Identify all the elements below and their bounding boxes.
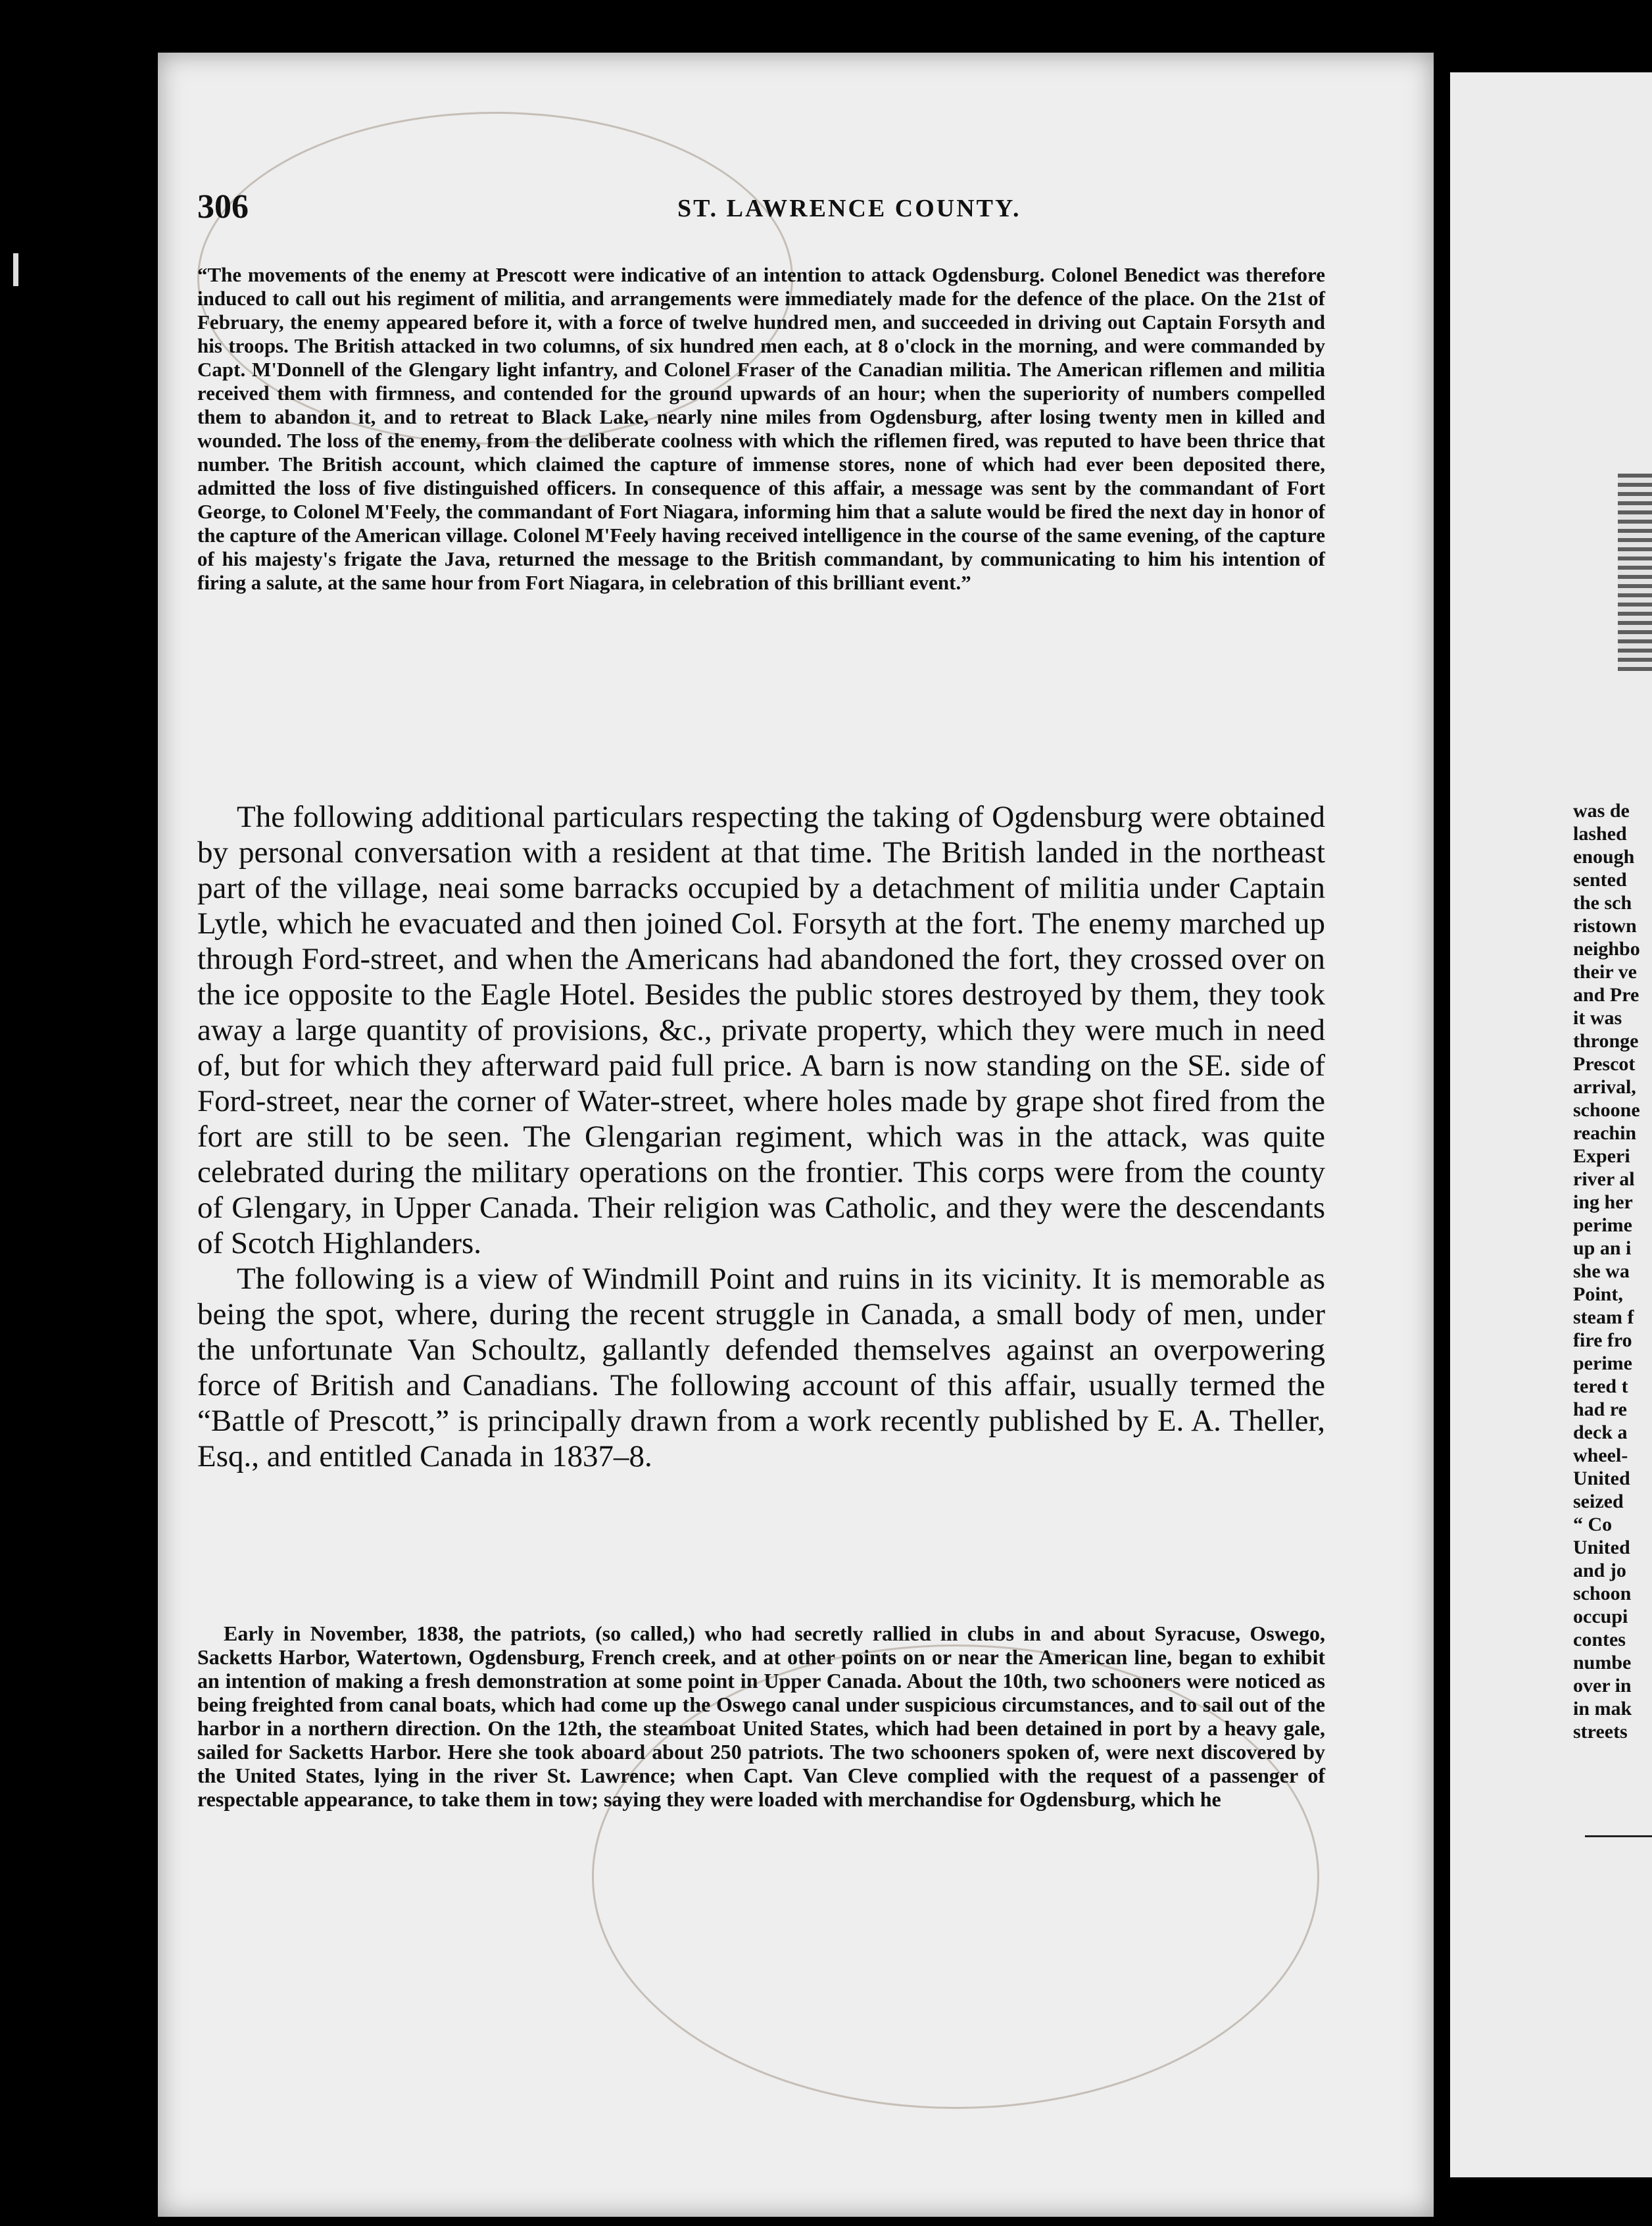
adjacent-line-fragment: had re — [1573, 1398, 1627, 1420]
running-title: ST. LAWRENCE COUNTY. — [677, 195, 1021, 222]
adjacent-line-fragment: river al — [1573, 1168, 1635, 1190]
adjacent-line-fragment: neighbo — [1573, 938, 1640, 960]
adjacent-line-fragment: and jo — [1573, 1560, 1626, 1581]
adjacent-line-fragment: numbe — [1573, 1652, 1632, 1673]
small-print-paragraph: Early in November, 1838, the patriots, (so called,) who had secretly rallied in clubs in and about Syracuse, Oswego, Sacketts Harbor, Watertown, Ogdensburg, French creek, and at other points on or near the American line, began to exhibit an intention of making a fresh demonstration at some point in Upper Canada. About the 10th, two schooners were noticed as being freighted from canal boats, which had come up the Oswego canal under suspicious circumstances, and to sail out of the harbor in a northern direction. On the 12th, the steamboat United States, which had been detained in port by a heavy gale, sailed for Sacketts Harbor. Here she took aboard about 250 patriots. The two schooners spoken of, were next discovered by the United States, lying in the river St. Lawrence; when Capt. Van Cleve complied with the request of a passenger of respectable appearance, to take them in tow; saying they were loaded with merchandise for Ogdensburg, which he — [197, 1621, 1325, 1811]
main-text — [197, 799, 1325, 1474]
adjacent-line-fragment: occupi — [1573, 1606, 1628, 1627]
adjacent-line-fragment: up an i — [1573, 1237, 1632, 1259]
adjacent-page-illustration — [1618, 474, 1652, 671]
quoted-passage: “The movements of the enemy at Prescott were indicative of an intention to attack Ogdensburg. Colonel Benedict was therefore induced to call out his regiment of militia, and arrangements were immediately made for the defence of the place. On the 21st of February, the enemy appeared before it, with a force of twelve hundred men, and succeeded in driving out Captain Forsyth and his troops. The British attacked in two columns, of six hundred men each, at 8 o'clock in the morning, and were commanded by Capt. M'Donnell of the Glengary light infantry, and Colonel Fraser of the Canadian militia. The American riflemen and militia received them with firmness, and contended for the ground upwards of an hour; when the superiority of numbers compelled them to abandon it, and to retreat to Black Lake, nearly nine miles from Ogdensburg, after losing twenty men in killed and wounded. The loss of the enemy, from the deliberate coolness with which the riflemen fired, was reputed to have been thrice that number. The British account, which claimed the capture of immense stores, none of which had ever been deposited there, admitted the loss of five distinguished officers. In consequence of this affair, a message was sent by the commandant of Fort George, to Colonel M'Feely, the commandant of Fort Niagara, informing him that a salute would be fired the next day in honor of the capture of the American village. Colonel M'Feely having received intelligence in the course of the same evening, of the capture of his majesty's frigate the Java, returned the message to the British commandant, by communicating to him his intention of firing a salute, at the same hour from Fort Niagara, in celebration of this brilliant event.” — [197, 263, 1325, 594]
page-header — [197, 187, 1342, 227]
adjacent-line-fragment: enough — [1573, 846, 1635, 868]
adjacent-line-fragment: lashed — [1573, 823, 1627, 845]
adjacent-line-fragment: tered t — [1573, 1375, 1628, 1397]
adjacent-line-fragment: fire fro — [1573, 1329, 1632, 1351]
adjacent-line-fragment: thronge — [1573, 1030, 1639, 1052]
adjacent-line-fragment: United — [1573, 1468, 1630, 1489]
adjacent-line-fragment: ing her — [1573, 1191, 1633, 1213]
adjacent-line-fragment: Prescot — [1573, 1053, 1636, 1075]
adjacent-line-fragment: deck a — [1573, 1422, 1628, 1443]
adjacent-line-fragment: arrival, — [1573, 1076, 1636, 1098]
paragraph-windmill-point: The following is a view of Windmill Point and ruins in its vicinity. It is memorable as being the spot, where, during the recent struggle in Canada, a small body of men, under the unfortunate Van Schoultz, gallantly defended themselves against an overpowering force of British and Canadians. The following account of this affair, usually termed the “Battle of Prescott,” is principally drawn from a work recently published by E. A. Theller, Esq., and entitled Canada in 1837–8. — [197, 1262, 1325, 1473]
adjacent-line-fragment: “ Co — [1573, 1514, 1613, 1535]
footnote-rule — [1585, 1835, 1652, 1837]
adjacent-line-fragment: streets — [1573, 1721, 1628, 1743]
adjacent-line-fragment: Point, — [1573, 1283, 1623, 1305]
left-margin-mark — [13, 253, 18, 286]
page-number: 306 — [197, 188, 249, 226]
adjacent-line-fragment: contes — [1573, 1629, 1626, 1650]
adjacent-line-fragment: the sch — [1573, 892, 1632, 914]
adjacent-line-fragment: was de — [1573, 800, 1630, 822]
adjacent-line-fragment: over in — [1573, 1675, 1632, 1696]
adjacent-line-fragment: seized — [1573, 1491, 1624, 1512]
adjacent-line-fragment: reachin — [1573, 1122, 1637, 1144]
adjacent-line-fragment: steam f — [1573, 1306, 1634, 1328]
adjacent-line-fragment: schoone — [1573, 1099, 1640, 1121]
adjacent-line-fragment: their ve — [1573, 961, 1637, 983]
adjacent-line-fragment: United — [1573, 1537, 1630, 1558]
adjacent-line-fragment: in mak — [1573, 1698, 1632, 1719]
adjacent-line-fragment: schoon — [1573, 1583, 1632, 1604]
adjacent-line-fragment: ristown — [1573, 915, 1637, 937]
adjacent-line-fragment: perime — [1573, 1214, 1632, 1236]
paragraph-ogdensburg-particulars: The following additional particulars respecting the taking of Ogdensburg were obtained by personal conversation with a resident at that time. The British landed in the northeast part of the village, neai some barracks occupied by a detachment of militia under Captain Lytle, which he evacuated and then joined Col. Forsyth at the fort. The enemy marched up through Ford-street, and when the Americans had abandoned the fort, they crossed over on the ice opposite to the Eagle Hotel. Besides the public stores destroyed by them, they took away a large quantity of provisions, &c., private property, which they were much in need of, but for which they afterward paid full price. A barn is now standing on the SE. side of Ford-street, near the corner of Water-street, where holes made by grape shot fired from the fort are still to be seen. The Glengarian regiment, which was in the attack, was quite celebrated during the military operations on the frontier. This corps were from the county of Glengary, in Upper Canada. Their religion was Catholic, and they were the descendants of Scotch Highlanders. — [197, 800, 1325, 1260]
adjacent-line-fragment: and Pre — [1573, 984, 1640, 1006]
adjacent-line-fragment: Experi — [1573, 1145, 1630, 1167]
adjacent-line-fragment: she wa — [1573, 1260, 1630, 1282]
adjacent-line-fragment: it was — [1573, 1007, 1622, 1029]
adjacent-line-fragment: sented — [1573, 869, 1627, 891]
adjacent-line-fragment: wheel- — [1573, 1445, 1628, 1466]
adjacent-page-text — [1573, 799, 1652, 1743]
adjacent-line-fragment: perime — [1573, 1352, 1632, 1374]
